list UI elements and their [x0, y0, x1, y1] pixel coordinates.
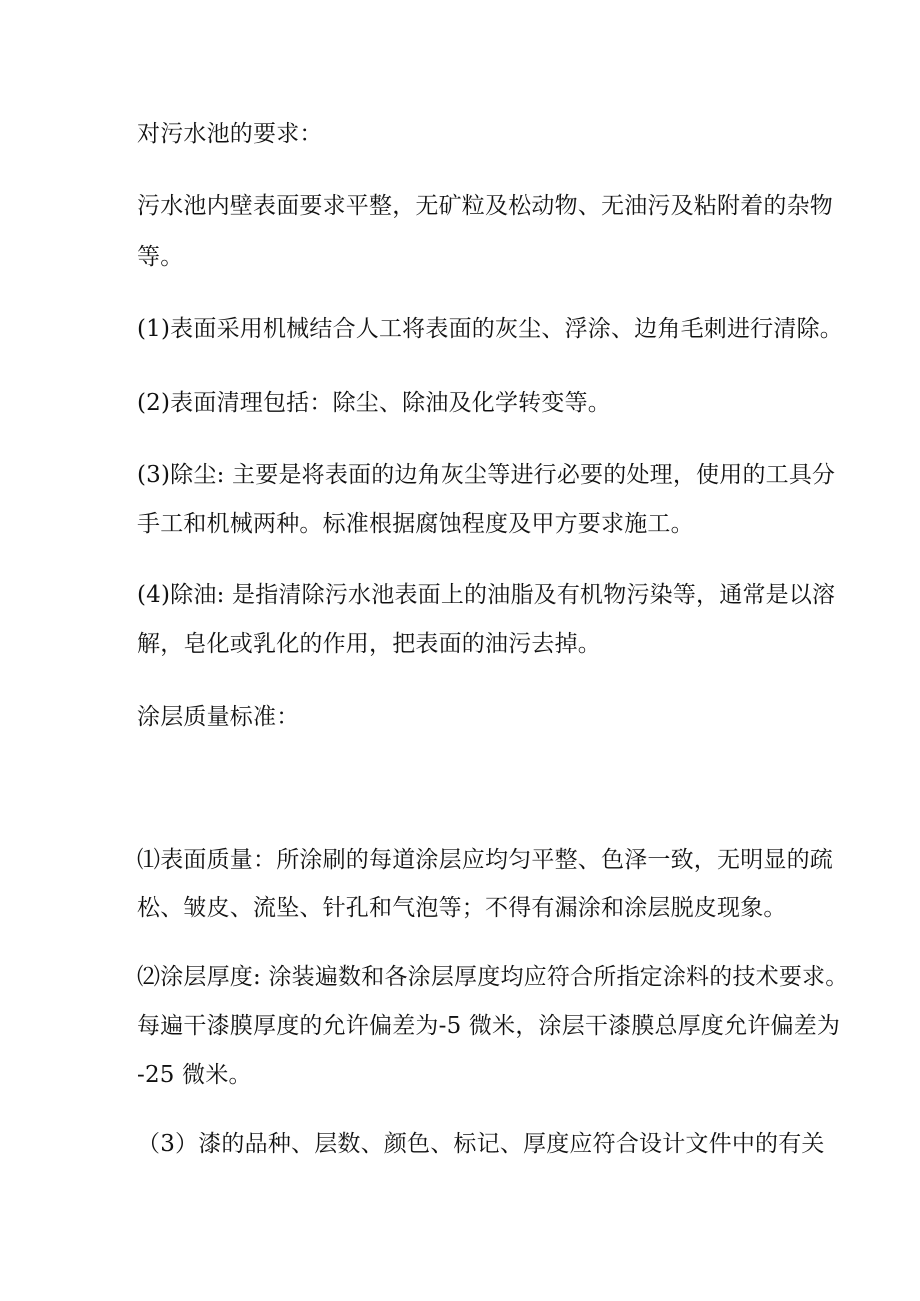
- quality-1-line-1: ⑴表面质量：所涂刷的每道涂层应均匀平整、色泽一致，无明显的疏: [137, 847, 833, 873]
- paragraph-surface-line-2: 等。: [137, 244, 184, 270]
- item-3-line-1: (3)除尘: 主要是将表面的边角灰尘等进行必要的处理，使用的工具分: [137, 462, 836, 488]
- heading-requirements: 对污水池的要求：: [137, 121, 323, 147]
- heading-quality: 涂层质量标准：: [137, 704, 300, 730]
- item-4-line-1: (4)除油: 是指清除污水池表面上的油脂及有机物污染等，通常是以溶: [137, 582, 836, 608]
- item-4-line-2: 解，皂化或乳化的作用，把表面的油污去掉。: [137, 631, 601, 657]
- quality-2-line-1: ⑵涂层厚度: 涂装遍数和各涂层厚度均应符合所指定涂料的技术要求。: [137, 964, 849, 990]
- quality-2-line-2: 每遍干漆膜厚度的允许偏差为-5 微米，涂层干漆膜总厚度允许偏差为: [137, 1013, 841, 1039]
- quality-3-line-1: （3）漆的品种、层数、颜色、标记、厚度应符合设计文件中的有关: [137, 1131, 825, 1157]
- quality-2-line-3: -25 微米。: [137, 1062, 252, 1088]
- item-2: (2)表面清理包括：除尘、除油及化学转变等。: [137, 390, 611, 416]
- item-3-line-2: 手工和机械两种。标准根据腐蚀程度及甲方要求施工。: [137, 511, 694, 537]
- item-1: (1)表面采用机械结合人工将表面的灰尘、浮涂、边角毛刺进行清除。: [137, 316, 843, 342]
- quality-1-line-2: 松、皱皮、流坠、针孔和气泡等；不得有漏涂和涂层脱皮现象。: [137, 895, 787, 921]
- paragraph-surface-line-1: 污水池内壁表面要求平整，无矿粒及松动物、无油污及粘附着的杂物: [137, 193, 833, 219]
